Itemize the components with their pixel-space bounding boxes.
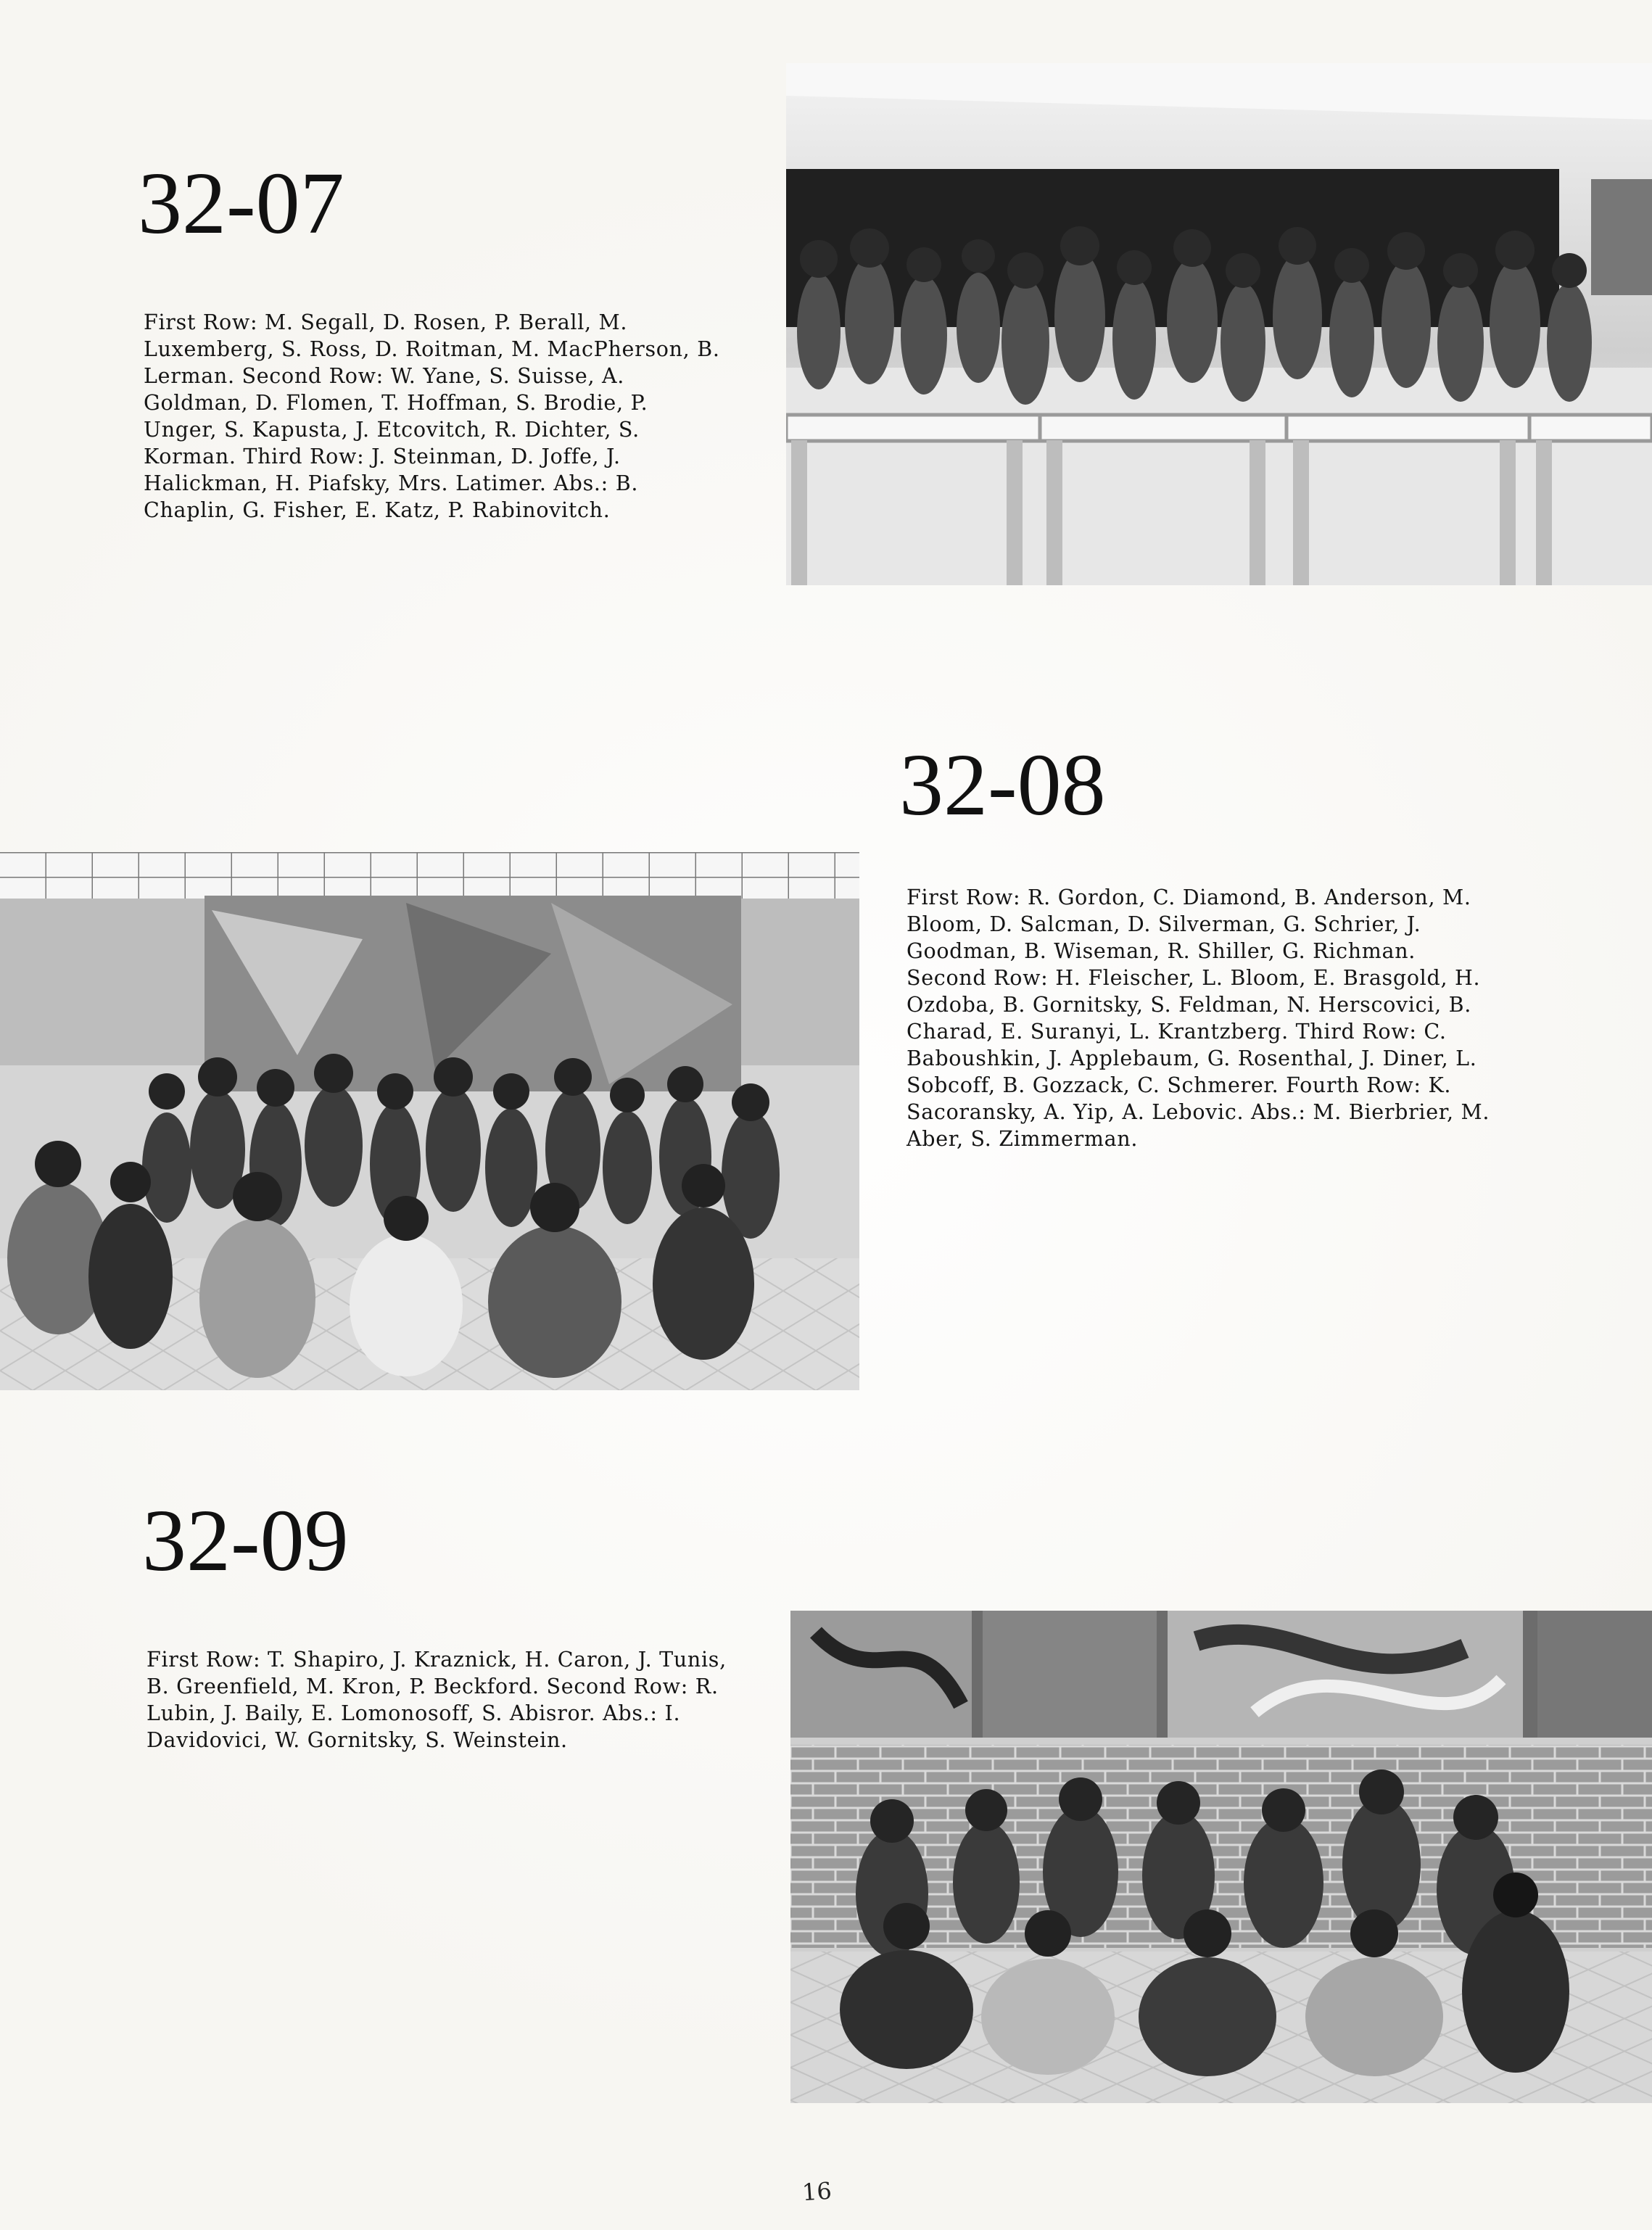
- class-32-09-photo: [790, 1611, 1652, 2103]
- class-32-07-caption: First Row: M. Segall, D. Rosen, P. Berall, M. Luxemberg, S. Ross, D. Roitman, M. MacPherson, B. Lerman. Second Row: W. Yane, S. Suisse, A. Goldman, D. Flomen, T. Hoffman, S. Brodie, P. Unger, S. Kapusta, J. Etcovitch, R. Dichter, S. Korman. Third Row: J. Steinman, D. Joffe, J. Halickman, H. Piafsky, Mrs. Latimer. Abs.: B. Chaplin, G. Fisher, E. Katz, P. Rabinovitch.: [144, 310, 720, 522]
- class-32-07-photo: [786, 63, 1652, 585]
- homeroom-heading-32-07: 32-07: [138, 154, 344, 252]
- homeroom-heading-32-08: 32-08: [899, 736, 1106, 834]
- class-32-08-photo: [0, 852, 859, 1390]
- homeroom-heading-32-09: 32-09: [142, 1492, 349, 1590]
- class-32-09-caption: First Row: T. Shapiro, J. Kraznick, H. Caron, J. Tunis, B. Greenfield, M. Kron, P. Beckford. Second Row: R. Lubin, J. Baily, E. Lomonosoff, S. Abisror. Abs.: I. Davidovici, W. Gornitsky, S. Weinstein.: [146, 1648, 727, 1752]
- page-number: 16: [801, 2176, 833, 2207]
- class-32-08-caption: First Row: R. Gordon, C. Diamond, B. Anderson, M. Bloom, D. Salcman, D. Silverman, G. Schrier, J. Goodman, B. Wiseman, R. Shiller, G. Richman. Second Row: H. Fleischer, L. Bloom, E. Brasgold, H. Ozdoba, B. Gornitsky, S. Feldman, N. Herscovici, B. Charad, E. Suranyi, L. Krantzberg. Third Row: C. Baboushkin, J. Applebaum, G. Rosenthal, J. Diner, L. Sobcoff, B. Gozzack, C. Schmerer. Fourth Row: K. Sacoransky, A. Yip, A. Lebovic. Abs.: M. Bierbrier, M. Aber, S. Zimmerman.: [906, 885, 1490, 1151]
